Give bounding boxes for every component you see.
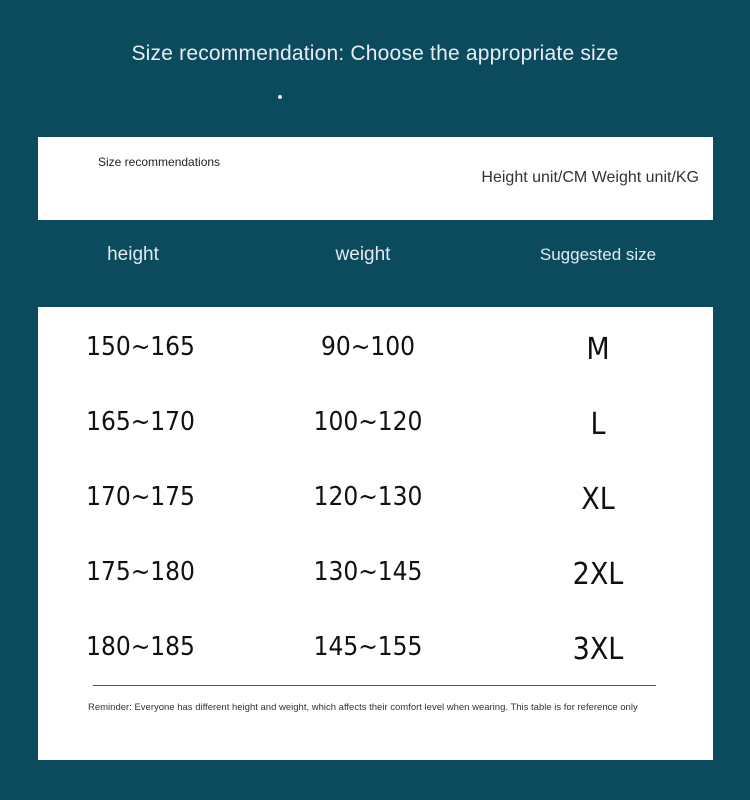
table-row <box>38 557 713 597</box>
units-note: Height unit/CM Weight unit/KG <box>481 169 699 186</box>
table-row <box>38 407 713 447</box>
table-header <box>38 220 713 307</box>
weight-cell: 145~155 <box>313 632 423 662</box>
size-cell: 2XL <box>572 557 624 592</box>
height-cell: 170~175 <box>86 482 195 512</box>
size-cell: XL <box>581 482 615 517</box>
decorative-dot <box>278 95 282 99</box>
table-row <box>38 332 713 372</box>
size-recommendations-label: Size recommendations <box>98 155 221 169</box>
weight-cell: 130~145 <box>313 557 423 587</box>
size-table-body <box>38 307 713 760</box>
size-cell: 3XL <box>572 632 624 667</box>
size-card-header <box>38 137 713 220</box>
table-row <box>38 632 713 672</box>
weight-cell: 100~120 <box>313 407 423 437</box>
table-row <box>38 482 713 522</box>
weight-cell: 120~130 <box>313 482 423 512</box>
weight-cell: 90~100 <box>321 332 415 362</box>
size-cell: M <box>586 332 610 367</box>
height-cell: 150~165 <box>86 332 195 362</box>
height-cell: 165~170 <box>86 407 195 437</box>
column-header-weight: weight <box>335 244 391 265</box>
reminder-note: Reminder: Everyone has different height and weight, which affects their comfort level when wearing. This table is for reference only <box>88 702 638 713</box>
column-header-height: height <box>107 244 159 265</box>
height-cell: 175~180 <box>86 557 195 587</box>
height-cell: 180~185 <box>86 632 195 662</box>
column-header-size: Suggested size <box>539 245 657 264</box>
divider <box>93 685 656 686</box>
page-title: Size recommendation: Choose the appropriate size <box>131 42 619 65</box>
size-cell: L <box>590 407 606 442</box>
